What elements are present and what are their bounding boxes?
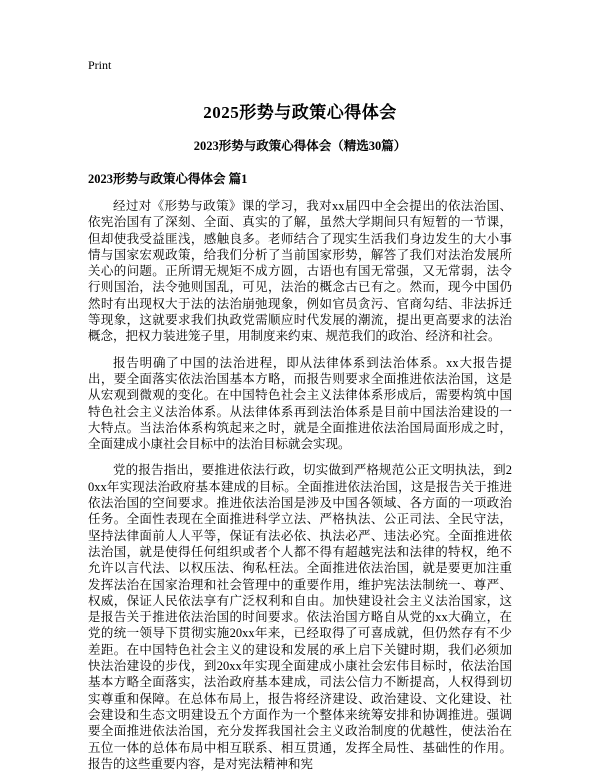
document-title: 2025形势与政策心得体会 — [203, 103, 397, 122]
body-paragraph: 经过对《形势与政策》课的学习，我对xx届四中全会提出的依法治国、依宪治国有了深刻、全面、真实的了解，虽然大学期间只有短暂的一节课，但却使我受益匪浅，感触良多。老师结合了现实生活我们身边发生的大小事情与国家宏观政策，给我们分析了当前国家形势，解答了我们对法治发展所关心的问题。正所谓无规矩不成方圆，古语也有国无常强，又无常弱，法令行则国治，法令弛则国乱，可见，法治的概念古已有之。然而，现今中国仍然时有出现权大于法的法治崩弛现象，例如官员贪污、官商勾结、非法拆迁等现象，这就要求我们执政党需顺应时代发展的潮流，提出更高要求的法治概念，把权力装进笼子里，用制度来约束、规范我们的政治、经济和社会。 — [88, 199, 512, 344]
section-heading-part1: 2023形势与政策心得体会 篇1 — [88, 172, 248, 186]
body-paragraph: 报告明确了中国的法治进程，即从法律体系到法治体系。xx大报告提出，要全面落实依法治国基本方略，而报告则要求全面推进依法治国，这是从宏观到微观的变化。在中国特色社会主义法律体系形成后，需要构筑中国特色社会主义法治体系。从法律体系再到法治体系是目前中国法治建设的一大特点。当法治体系构筑起来之时，就是全面推进依法治国局面形成之时，全面建成小康社会目标中的法治目标就会实现。 — [88, 355, 512, 452]
document-subtitle: 2023形势与政策心得体会（精选30篇） — [193, 139, 407, 153]
print-link[interactable]: Print — [88, 58, 112, 72]
body-paragraph: 党的报告指出，要推进依法行政，切实做到严格规范公正文明执法，到20xx年实现法治政府基本建成的目标。全面推进依法治国，这是报告关于推进依法治国的空间要求。推进依法治国是涉及中国各领域、各方面的一项政治任务。全面性表现在全面推进科学立法、严格执法、公正司法、全民守法，坚持法律面前人人平等，保证有法必依、执法必严、违法必究。全面推进依法治国，就是使得任何组织或者个人都不得有超越宪法和法律的特权，绝不允许以言代法、以权压法、徇私枉法。全面推进依法治国，就是要更加注重发挥法治在国家治理和社会管理中的重要作用，维护宪法法制统一、尊严、权威，保证人民依法享有广泛权利和自由。加快建设社会主义法治国家，这是报告关于推进依法治国的时间要求。依法治国方略自从党的xx大确立，在党的统一领导下贯彻实施20xx年来，已经取得了可喜成就，但仍然存有不少差距。在中国特色社会主义的建设和发展的承上启下关键时期，我们必须加快法治建设的步伐，到20xx年实现全面建成小康社会宏伟目标时，依法治国基本方略全面落实，法治政府基本建成，司法公信力不断提高，人权得到切实尊重和保障。在总体布局上，报告将经济建设、政治建设、文化建设、社会建设和生态文明建设五个方面作为一个整体来统筹安排和协调推进。强调要全面推进依法治国，充分发挥我国社会主义政治制度的优越性，使法治在五位一体的总体布局中相互联系、相互贯通，发挥全局性、基础性的作用。报告的这些重要内容，是对宪法精神和宪 — [88, 463, 512, 771]
